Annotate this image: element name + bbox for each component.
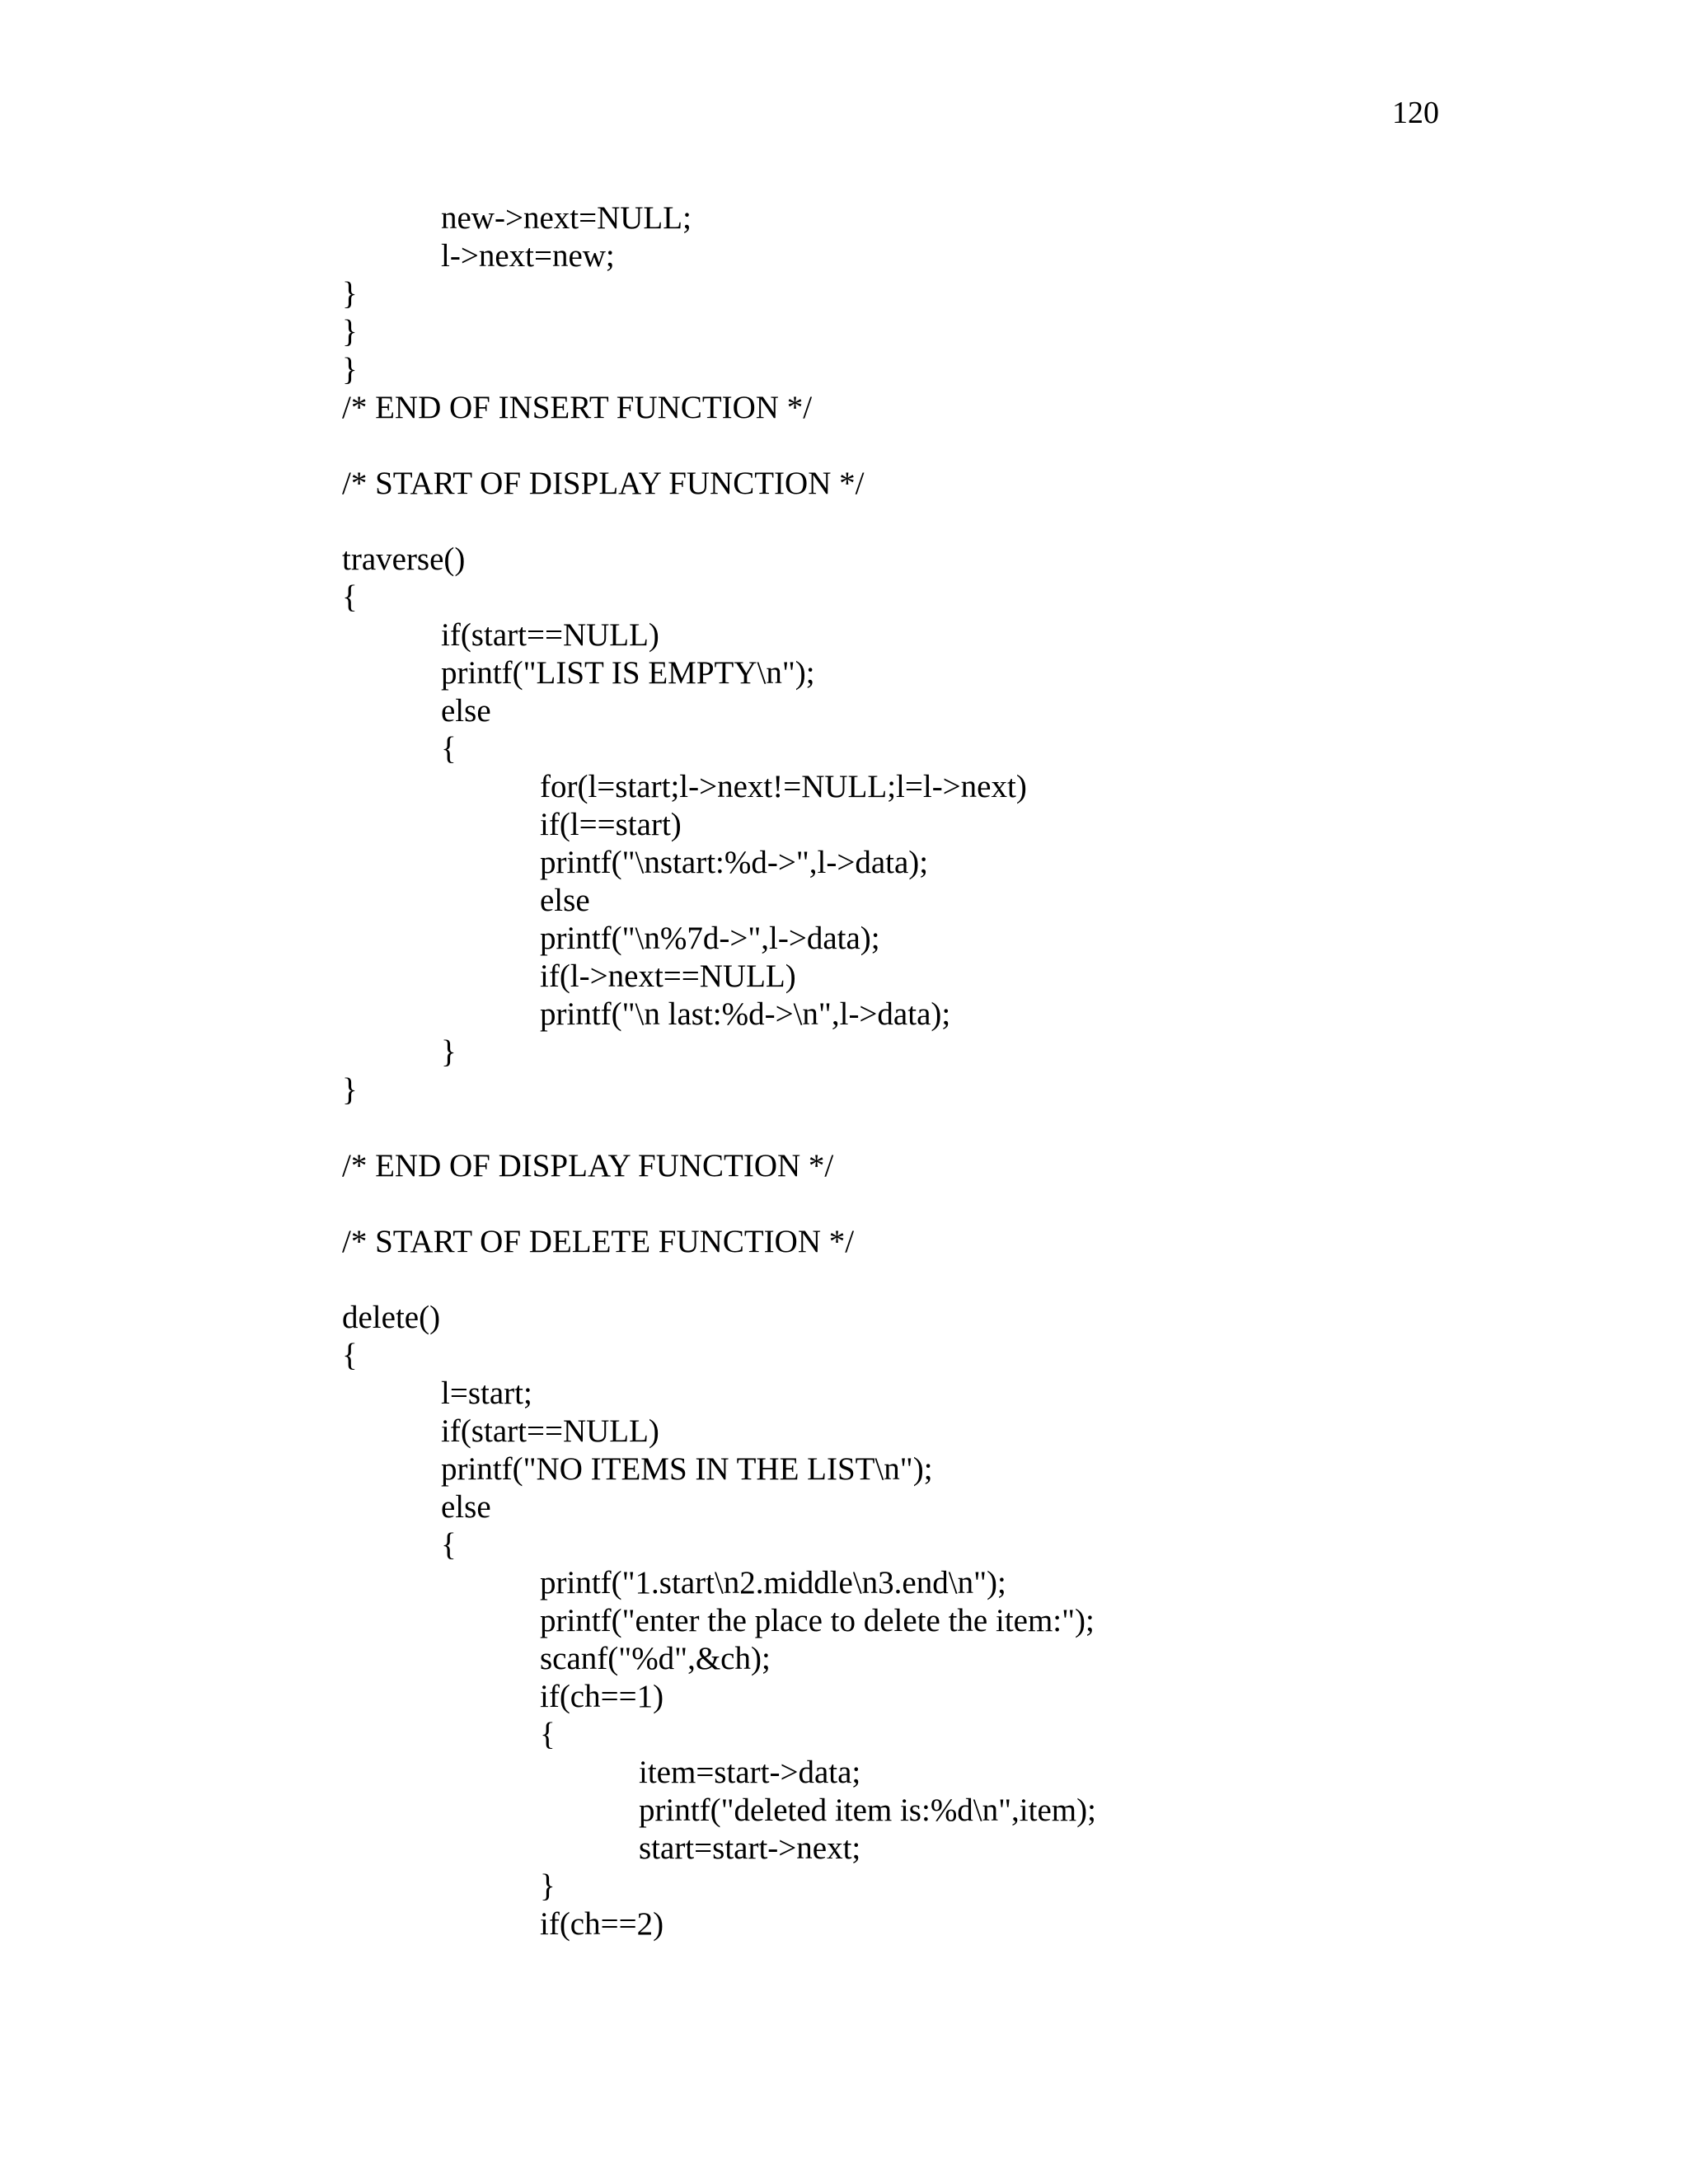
code-line [0,730,1688,768]
code-line-text: /* START OF DELETE FUNCTION */ [342,1224,855,1259]
code-line [0,1488,1688,1526]
code-listing [0,199,1688,1943]
code-line [0,1033,1688,1071]
code-line [0,389,1688,427]
code-line-text: } [540,1868,556,1904]
code-line [0,1830,1688,1868]
code-line [0,579,1688,616]
code-line [0,654,1688,692]
code-line-text: scanf("%d",&ch); [540,1641,771,1676]
page-number: 120 [1392,96,1439,130]
code-line-text: /* END OF INSERT FUNCTION */ [342,390,813,425]
code-line-text: /* START OF DISPLAY FUNCTION */ [342,466,865,501]
code-line-text: traverse() [342,541,466,577]
blank-line [0,427,1688,465]
code-line-text: printf("\n last:%d->\n",l->data); [540,996,951,1032]
code-line [0,541,1688,579]
code-line [0,1299,1688,1337]
code-line [0,1792,1688,1830]
code-line-text: printf("enter the place to delete the item:"); [540,1603,1095,1638]
code-line [0,1071,1688,1109]
code-line-text: printf("LIST IS EMPTY\n"); [441,655,815,691]
code-line [0,1868,1688,1905]
code-line-text: { [441,1527,457,1563]
code-line [0,237,1688,275]
code-line [0,199,1688,237]
code-line-text: printf("1.start\n2.middle\n3.end\n"); [540,1565,1006,1601]
code-line [0,1678,1688,1716]
code-line-text: } [342,276,358,312]
code-line [0,1526,1688,1564]
code-line [0,768,1688,806]
blank-line [0,1109,1688,1147]
code-line [0,806,1688,844]
code-line-text: if(start==NULL) [441,1413,659,1449]
code-line [0,1716,1688,1754]
code-line-text: if(start==NULL) [441,617,659,653]
code-line-text: printf("deleted item is:%d\n",item); [639,1793,1096,1828]
code-line [0,882,1688,920]
code-line-text: printf("\n%7d->",l->data); [540,921,880,956]
code-line-text: if(l->next==NULL) [540,958,796,994]
code-line-text: if(ch==1) [540,1679,664,1714]
code-line [0,1223,1688,1261]
code-line-text: { [342,1338,358,1373]
code-line-text: else [441,1489,491,1525]
code-line [0,1602,1688,1640]
code-line [0,1375,1688,1413]
code-line [0,920,1688,958]
code-line-text: { [441,731,457,766]
code-line [0,616,1688,654]
code-line [0,844,1688,882]
code-line-text: /* END OF DISPLAY FUNCTION */ [342,1148,834,1183]
code-line-text: else [540,883,590,918]
code-line [0,1640,1688,1678]
code-line-text: } [342,352,358,387]
code-line-text: if(ch==2) [540,1906,664,1942]
code-line [0,351,1688,389]
code-line [0,1754,1688,1792]
code-line [0,958,1688,996]
code-line [0,275,1688,313]
code-line [0,1564,1688,1602]
code-line [0,1905,1688,1943]
code-line-text: } [441,1034,457,1070]
code-line-text: else [441,693,491,729]
code-line [0,1413,1688,1451]
code-line-text: { [540,1717,556,1752]
blank-line [0,503,1688,541]
code-line-text: l->next=new; [441,238,615,274]
code-line-text: printf("NO ITEMS IN THE LIST\n"); [441,1451,933,1487]
blank-line [0,1261,1688,1299]
code-line-text: item=start->data; [639,1755,861,1790]
code-line [0,996,1688,1033]
code-line-text: printf("\nstart:%d->",l->data); [540,845,929,880]
code-line-text: l=start; [441,1376,532,1411]
code-line-text: delete() [342,1300,441,1335]
blank-line [0,1185,1688,1223]
code-line-text: new->next=NULL; [441,200,692,236]
code-line [0,465,1688,503]
code-line [0,1147,1688,1185]
code-line-text: } [342,314,358,349]
code-line-text: { [342,579,358,615]
code-line-text: } [342,1072,358,1108]
code-line-text: if(l==start) [540,807,682,842]
code-line-text: start=start->next; [639,1830,861,1866]
code-line [0,692,1688,730]
code-line [0,1451,1688,1488]
code-line [0,313,1688,351]
code-line [0,1337,1688,1375]
code-line-text: for(l=start;l->next!=NULL;l=l->next) [540,769,1027,804]
